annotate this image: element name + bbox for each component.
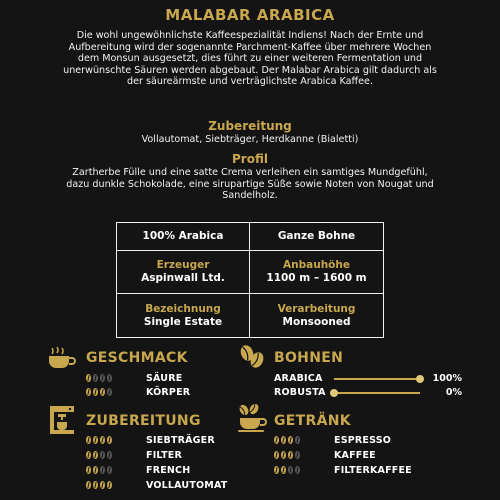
- bohnen-label-robusta: ROBUSTA: [274, 387, 326, 398]
- zubereitung-row-0: [86, 434, 112, 446]
- bean-empty-icon: [93, 374, 98, 382]
- bean-filled-icon: [93, 481, 98, 489]
- bean-empty-icon: [295, 466, 300, 474]
- intro-text: Die wohl ungewöhnlichste Kaffeespezialität Indiens! Nach der Ernte und Aufbereitung wird der sogenannte Parchment-Kaffee über mehrere Wochen dem Monsun ausgesetzt, dies führt zu einer weiteren Fermentation und unerwünschte Säuren werden abgebaut. Der Malabar Arabica gilt dadurch als der säureärmste und verträglichste Arabica Kaffee.: [63, 30, 437, 87]
- bean-empty-icon: [295, 436, 300, 444]
- bean-empty-icon: [107, 451, 112, 459]
- coffee-beans-icon: [238, 344, 266, 370]
- spec-grid: [116, 222, 384, 338]
- zubereitung-label-siebtraeger: SIEBTRÄGER: [146, 435, 215, 446]
- spec-erzeuger-label: Erzeuger: [156, 259, 210, 271]
- spec-bohne: [250, 223, 383, 250]
- zubereitung-title: ZUBEREITUNG: [86, 413, 201, 429]
- bean-filled-icon: [274, 436, 279, 444]
- spec-bohne-value: Ganze Bohne: [277, 230, 356, 242]
- zubereitung-row-3: [86, 479, 112, 491]
- geschmack-title: GESCHMACK: [86, 350, 188, 366]
- zubereitung-heading: Zubereitung: [208, 119, 292, 133]
- bean-filled-icon: [288, 436, 293, 444]
- bean-filled-icon: [86, 388, 91, 396]
- spec-verarb-value: Monsooned: [282, 315, 351, 328]
- zubereitung-row-1: [86, 449, 112, 461]
- bean-filled-icon: [274, 451, 279, 459]
- getraenk-label-kaffee: KAFFEE: [334, 450, 376, 461]
- bean-filled-icon: [107, 436, 112, 444]
- rating-dots: [86, 466, 112, 474]
- robusta-slider-knob: [330, 389, 338, 397]
- spec-bez-value: Single Estate: [143, 315, 223, 328]
- rating-dots: [86, 451, 112, 459]
- bohnen-pct-robusta: 0%: [445, 387, 462, 398]
- bohnen-pct-arabica: 100%: [432, 373, 462, 384]
- spec-anbau-value: 1100 m – 1600 m: [266, 272, 367, 284]
- spec-anbau-label: Anbauhöhe: [283, 259, 350, 271]
- bean-filled-icon: [86, 466, 91, 474]
- bean-empty-icon: [107, 374, 112, 382]
- bean-filled-icon: [93, 466, 98, 474]
- bean-empty-icon: [107, 388, 112, 396]
- coffee-cup-icon: [46, 346, 78, 370]
- bean-filled-icon: [93, 436, 98, 444]
- spec-erzeuger-value: Aspinwall Ltd.: [141, 272, 225, 284]
- bean-empty-icon: [107, 466, 112, 474]
- bean-filled-icon: [281, 451, 286, 459]
- spec-arabica-value: 100% Arabica: [142, 230, 224, 242]
- getraenk-row-1: [274, 449, 300, 461]
- bean-filled-icon: [281, 436, 286, 444]
- spec-verarbeitung: [250, 294, 383, 337]
- getraenk-row-0: [274, 434, 300, 446]
- spec-bezeichnung: [117, 294, 249, 337]
- rating-dots: [274, 436, 300, 444]
- getraenk-title: GETRÄNK: [274, 413, 351, 429]
- profil-heading: Profil: [232, 152, 268, 166]
- bean-filled-icon: [288, 451, 293, 459]
- rating-dots: [274, 466, 300, 474]
- getraenk-row-2: [274, 464, 300, 476]
- bean-filled-icon: [100, 481, 105, 489]
- zubereitung-label-filter: FILTER: [146, 450, 182, 461]
- geschmack-label-koerper: KÖRPER: [146, 387, 191, 398]
- bean-filled-icon: [100, 388, 105, 396]
- getraenk-label-espresso: ESPRESSO: [334, 435, 392, 446]
- geschmack-row-saeure: [86, 372, 112, 384]
- arabica-slider-track: [334, 378, 420, 380]
- bean-empty-icon: [100, 374, 105, 382]
- geschmack-row-koerper: [86, 386, 112, 398]
- bean-filled-icon: [86, 436, 91, 444]
- bean-filled-icon: [86, 451, 91, 459]
- spec-verarb-label: Verarbeitung: [277, 302, 356, 315]
- spec-bez-label: Bezeichnung: [145, 302, 221, 315]
- zubereitung-row-2: [86, 464, 112, 476]
- bean-filled-icon: [93, 388, 98, 396]
- profil-text: Zartherbe Fülle und eine satte Crema verleihen ein samtiges Mundgefühl, dazu dunkle Schokolade, eine sirupartige Süße sowie Noten von Nougat und Sandelholz.: [66, 167, 434, 201]
- rating-dots: [86, 436, 112, 444]
- coffee-cup-beans-icon: [236, 404, 268, 434]
- bean-filled-icon: [281, 466, 286, 474]
- bean-filled-icon: [86, 481, 91, 489]
- bean-filled-icon: [100, 436, 105, 444]
- bean-empty-icon: [100, 451, 105, 459]
- bean-filled-icon: [86, 374, 91, 382]
- bohnen-title: BOHNEN: [274, 350, 344, 366]
- bohnen-label-arabica: ARABICA: [274, 373, 323, 384]
- getraenk-label-filterkaffee: FILTERKAFFEE: [334, 465, 412, 476]
- bean-empty-icon: [100, 466, 105, 474]
- bean-empty-icon: [288, 466, 293, 474]
- spec-erzeuger: [117, 251, 249, 293]
- zubereitung-label-french: FRENCH: [146, 465, 191, 476]
- robusta-slider-track: [334, 392, 420, 394]
- bean-filled-icon: [107, 481, 112, 489]
- bean-filled-icon: [274, 466, 279, 474]
- bean-filled-icon: [93, 451, 98, 459]
- rating-dots: [86, 374, 112, 382]
- zubereitung-label-vollautomat: VOLLAUTOMAT: [146, 480, 228, 491]
- spec-anbauhoehe: [250, 251, 383, 293]
- geschmack-label-saeure: SÄURE: [146, 373, 183, 384]
- zubereitung-text: Vollautomat, Siebträger, Herdkanne (Bialetti): [141, 134, 359, 145]
- product-title: MALABAR ARABICA: [165, 6, 335, 24]
- espresso-machine-icon: [48, 404, 76, 436]
- rating-dots: [86, 388, 112, 396]
- spec-arabica: [117, 223, 249, 250]
- bean-empty-icon: [295, 451, 300, 459]
- rating-dots: [274, 451, 300, 459]
- rating-dots: [86, 481, 112, 489]
